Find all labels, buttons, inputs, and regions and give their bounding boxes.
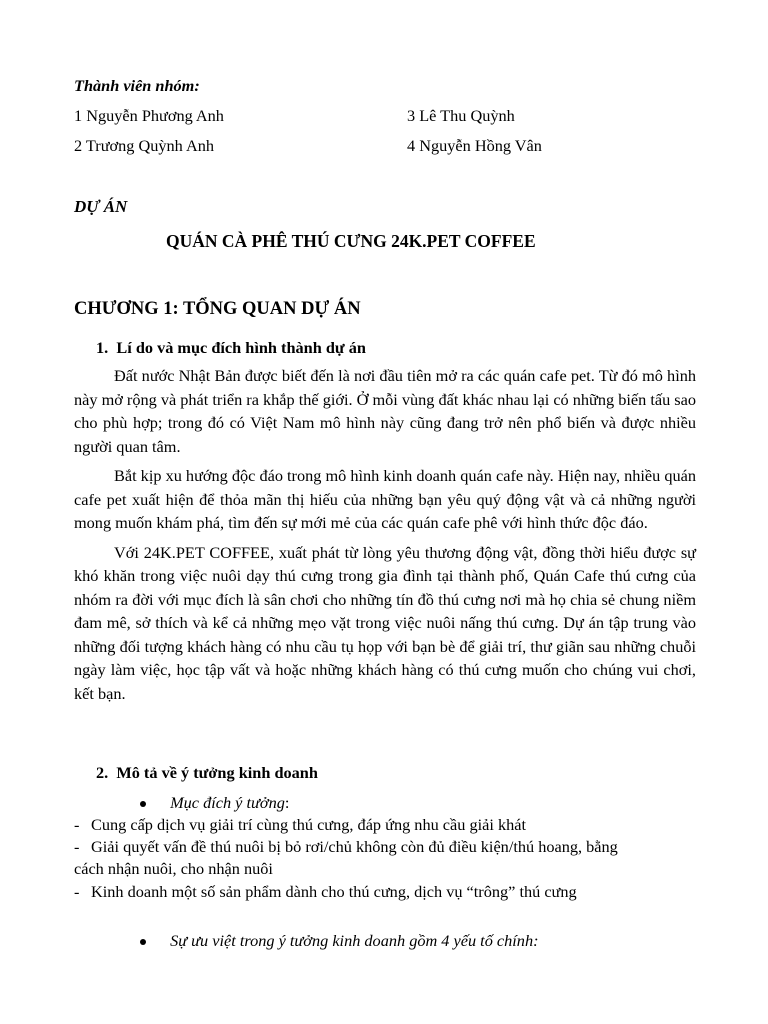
dash-item-1: - Cung cấp dịch vụ giải trí cùng thú cưng, đáp ứng nhu cầu giải khát [74, 815, 526, 834]
bullet-dot-icon [140, 939, 146, 945]
member-2: 2 Trương Quỳnh Anh [74, 136, 215, 155]
section-1-number: 1. [96, 338, 109, 357]
paragraph-3: Với 24K.PET COFFEE, xuất phát từ lòng yêu thương động vật, đồng thời hiểu được sự khó khăn trong việc nuôi dạy thú cưng trong gia đình tại thành phố, Quán Cafe thú cưng của nhóm ra đời với mục đích là sân chơi cho những tín đồ thú cưng nơi mà họ chia sẻ chung niềm đam mê, sở thích và kể cả những mẹo vặt trong việc nuôi nấng thú cưng. Dự án tập trung vào những đối tượng khách hàng có nhu cầu tụ họp với bạn bè để giải trí, thư giãn sau những chuỗi ngày làm việc, học tập vất và hoặc những khách hàng có thú cưng muốn cho chúng vui chơi, kết bạn. [74, 542, 696, 703]
dash-item-2-text-cont: cách nhận nuôi, cho nhận nuôi [74, 859, 273, 878]
section-1-body [74, 364, 696, 705]
dash-item-2-text: Giải quyết vấn đề thú nuôi bị bỏ rơi/chủ không còn đủ điều kiện/thú hoang, bằng [91, 837, 618, 856]
bullet-dot-icon [140, 801, 146, 807]
section-1-heading [96, 338, 366, 358]
section-2-title: Mô tả về ý tưởng kinh doanh [116, 763, 318, 782]
bullet-item-purpose [140, 793, 289, 813]
members-heading: Thành viên nhóm: [74, 76, 200, 95]
bullet-advantages-label: Sự ưu việt trong ý tưởng kinh doanh gồm 4 yếu tố chính: [170, 931, 539, 950]
dash-item-2: - Giải quyết vấn đề thú nuôi bị bỏ rơi/chủ không còn đủ điều kiện/thú hoang, bằng cách nhận nuôi, cho nhận nuôi [74, 837, 618, 878]
paragraph-2: Bắt kịp xu hướng độc đáo trong mô hình kinh doanh quán cafe này. Hiện nay, nhiều quán cafe pet xuất hiện để thỏa mãn thị hiếu của những bạn yêu quý động vật và cả những người mong muốn khám phá, tìm đến sự mới mẻ của các quán cafe phê với hình thức độc đáo. [74, 466, 696, 532]
paragraph-1: Đất nước Nhật Bản được biết đến là nơi đầu tiên mở ra các quán cafe pet. Từ đó mô hình này mở rộng và phát triển ra khắp thế giới. Ở mỗi vùng đất khác nhau lại có những biến tấu sao cho phù hợp; trong đó có Việt Nam mô hình này cũng đang trở nên phổ biến và được nhiều người quan tâm. [74, 366, 696, 456]
project-label: DỰ ÁN [74, 197, 128, 216]
bullet-purpose-colon: : [284, 793, 290, 812]
section-2-number: 2. [96, 763, 109, 782]
chapter-heading: CHƯƠNG 1: TỔNG QUAN DỰ ÁN [74, 299, 361, 319]
dash-item-1-text: Cung cấp dịch vụ giải trí cùng thú cưng, đáp ứng nhu cầu giải khát [91, 815, 526, 834]
bullet-purpose-label: Mục đích ý tưởng [170, 793, 285, 812]
project-title: QUÁN CÀ PHÊ THÚ CƯNG 24K.PET COFFEE [166, 231, 536, 251]
dash-item-3: - Kinh doanh một số sản phẩm dành cho thú cưng, dịch vụ “trông” thú cưng [74, 882, 577, 901]
dash-item-3-text: Kinh doanh một số sản phẩm dành cho thú cưng, dịch vụ “trông” thú cưng [91, 882, 577, 901]
member-3: 3 Lê Thu Quỳnh [407, 106, 515, 125]
member-1: 1 Nguyễn Phương Anh [74, 106, 224, 125]
section-2-heading [96, 763, 318, 783]
member-4: 4 Nguyễn Hồng Vân [407, 136, 542, 155]
section-1-title: Lí do và mục đích hình thành dự án [116, 338, 366, 357]
bullet-item-advantages [140, 931, 539, 951]
